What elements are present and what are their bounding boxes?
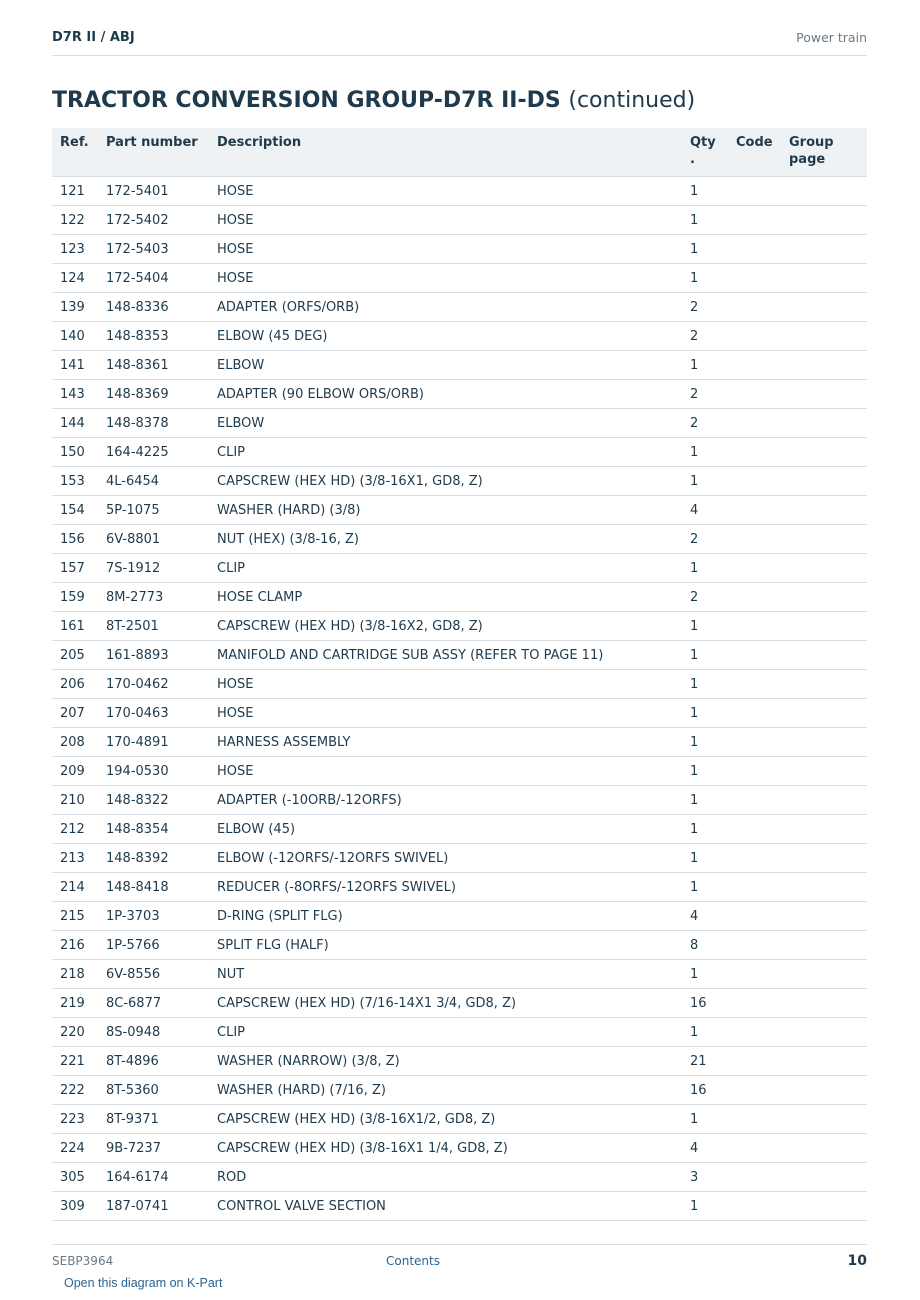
- cell-part-number: 148-8353: [98, 322, 209, 351]
- open-on-kpart-link[interactable]: Open this diagram on K-Part: [64, 1276, 223, 1290]
- cell-description: NUT (HEX) (3/8-16, Z): [209, 525, 682, 554]
- cell-ref: 224: [52, 1134, 98, 1163]
- cell-group-page: [781, 786, 867, 815]
- cell-qty: 2: [682, 380, 728, 409]
- table-row: [52, 1105, 867, 1134]
- cell-code: [728, 873, 781, 902]
- cell-part-number: 148-8369: [98, 380, 209, 409]
- cell-ref: 157: [52, 554, 98, 583]
- cell-part-number: 148-8418: [98, 873, 209, 902]
- cell-code: [728, 1163, 781, 1192]
- table-row: [52, 815, 867, 844]
- cell-group-page: [781, 235, 867, 264]
- cell-description: CONTROL VALVE SECTION: [209, 1192, 682, 1221]
- cell-code: [728, 815, 781, 844]
- table-row: [52, 1134, 867, 1163]
- cell-code: [728, 496, 781, 525]
- cell-part-number: 8M-2773: [98, 583, 209, 612]
- cell-group-page: [781, 844, 867, 873]
- cell-ref: 219: [52, 989, 98, 1018]
- table-row: [52, 612, 867, 641]
- cell-description: CLIP: [209, 554, 682, 583]
- table-row: [52, 902, 867, 931]
- cell-group-page: [781, 409, 867, 438]
- cell-description: ADAPTER (-10ORB/-12ORFS): [209, 786, 682, 815]
- table-row: [52, 380, 867, 409]
- cell-code: [728, 380, 781, 409]
- cell-qty: 1: [682, 699, 728, 728]
- table-row: [52, 757, 867, 786]
- cell-ref: 218: [52, 960, 98, 989]
- cell-part-number: 194-0530: [98, 757, 209, 786]
- cell-part-number: 148-8378: [98, 409, 209, 438]
- table-row: [52, 438, 867, 467]
- cell-group-page: [781, 902, 867, 931]
- cell-qty: 1: [682, 873, 728, 902]
- cell-description: HOSE: [209, 235, 682, 264]
- cell-qty: 1: [682, 1192, 728, 1221]
- col-header-group-page: Group page: [781, 128, 867, 177]
- cell-group-page: [781, 322, 867, 351]
- cell-code: [728, 409, 781, 438]
- cell-code: [728, 293, 781, 322]
- model-label: D7R II / ABJ: [52, 30, 135, 45]
- cell-description: CAPSCREW (HEX HD) (3/8-16X1, GD8, Z): [209, 467, 682, 496]
- table-row: [52, 786, 867, 815]
- table-row: [52, 409, 867, 438]
- cell-part-number: 170-0463: [98, 699, 209, 728]
- cell-qty: 1: [682, 641, 728, 670]
- title-main: TRACTOR CONVERSION GROUP-D7R II-DS: [52, 88, 561, 113]
- cell-part-number: 148-8354: [98, 815, 209, 844]
- cell-code: [728, 322, 781, 351]
- cell-description: ELBOW (45): [209, 815, 682, 844]
- cell-description: WASHER (HARD) (7/16, Z): [209, 1076, 682, 1105]
- cell-ref: 140: [52, 322, 98, 351]
- cell-code: [728, 1192, 781, 1221]
- cell-group-page: [781, 293, 867, 322]
- cell-part-number: 4L-6454: [98, 467, 209, 496]
- cell-code: [728, 264, 781, 293]
- cell-qty: 1: [682, 438, 728, 467]
- cell-code: [728, 670, 781, 699]
- cell-ref: 141: [52, 351, 98, 380]
- table-row: [52, 583, 867, 612]
- cell-description: HOSE: [209, 670, 682, 699]
- cell-qty: 1: [682, 960, 728, 989]
- cell-description: ADAPTER (90 ELBOW ORS/ORB): [209, 380, 682, 409]
- cell-code: [728, 989, 781, 1018]
- cell-code: [728, 612, 781, 641]
- cell-code: [728, 728, 781, 757]
- cell-group-page: [781, 1134, 867, 1163]
- cell-group-page: [781, 264, 867, 293]
- cell-qty: 1: [682, 206, 728, 235]
- cell-code: [728, 1047, 781, 1076]
- cell-qty: 1: [682, 1018, 728, 1047]
- cell-part-number: 5P-1075: [98, 496, 209, 525]
- cell-group-page: [781, 670, 867, 699]
- cell-group-page: [781, 641, 867, 670]
- cell-qty: 2: [682, 409, 728, 438]
- cell-part-number: 170-0462: [98, 670, 209, 699]
- cell-code: [728, 1105, 781, 1134]
- cell-qty: 1: [682, 1105, 728, 1134]
- cell-qty: 1: [682, 786, 728, 815]
- title-suffix: (continued): [568, 88, 696, 113]
- cell-ref: 159: [52, 583, 98, 612]
- cell-group-page: [781, 1105, 867, 1134]
- table-row: [52, 1163, 867, 1192]
- table-row: [52, 264, 867, 293]
- page-title: [52, 88, 695, 113]
- cell-code: [728, 177, 781, 206]
- table-row: [52, 989, 867, 1018]
- cell-group-page: [781, 1076, 867, 1105]
- cell-qty: 2: [682, 525, 728, 554]
- cell-part-number: 172-5402: [98, 206, 209, 235]
- cell-part-number: 8T-5360: [98, 1076, 209, 1105]
- cell-qty: 1: [682, 264, 728, 293]
- table-row: [52, 844, 867, 873]
- cell-description: WASHER (HARD) (3/8): [209, 496, 682, 525]
- cell-ref: 121: [52, 177, 98, 206]
- cell-part-number: 8C-6877: [98, 989, 209, 1018]
- col-header-description: Description: [209, 128, 682, 177]
- cell-group-page: [781, 467, 867, 496]
- cell-description: CAPSCREW (HEX HD) (3/8-16X1/2, GD8, Z): [209, 1105, 682, 1134]
- cell-description: ADAPTER (ORFS/ORB): [209, 293, 682, 322]
- cell-ref: 139: [52, 293, 98, 322]
- cell-description: ELBOW: [209, 351, 682, 380]
- cell-ref: 122: [52, 206, 98, 235]
- cell-ref: 212: [52, 815, 98, 844]
- cell-description: MANIFOLD AND CARTRIDGE SUB ASSY (REFER TO PAGE 11): [209, 641, 682, 670]
- cell-code: [728, 1076, 781, 1105]
- cell-qty: 1: [682, 670, 728, 699]
- cell-group-page: [781, 931, 867, 960]
- table-row: [52, 960, 867, 989]
- table-row: [52, 351, 867, 380]
- cell-description: CAPSCREW (HEX HD) (3/8-16X1 1/4, GD8, Z): [209, 1134, 682, 1163]
- cell-description: CAPSCREW (HEX HD) (7/16-14X1 3/4, GD8, Z): [209, 989, 682, 1018]
- cell-part-number: 148-8361: [98, 351, 209, 380]
- cell-group-page: [781, 206, 867, 235]
- cell-code: [728, 786, 781, 815]
- cell-description: HOSE: [209, 264, 682, 293]
- table-row: [52, 177, 867, 206]
- cell-description: HOSE: [209, 177, 682, 206]
- cell-qty: 1: [682, 815, 728, 844]
- cell-part-number: 8T-2501: [98, 612, 209, 641]
- document-number: SEBP3964: [52, 1254, 114, 1268]
- table-row: [52, 728, 867, 757]
- cell-code: [728, 583, 781, 612]
- cell-qty: 4: [682, 902, 728, 931]
- cell-group-page: [781, 1047, 867, 1076]
- cell-qty: 1: [682, 844, 728, 873]
- cell-qty: 16: [682, 1076, 728, 1105]
- cell-ref: 206: [52, 670, 98, 699]
- cell-qty: 4: [682, 496, 728, 525]
- table-header-row: [52, 128, 867, 177]
- cell-ref: 209: [52, 757, 98, 786]
- table-row: [52, 496, 867, 525]
- table-row: [52, 293, 867, 322]
- cell-ref: 223: [52, 1105, 98, 1134]
- cell-group-page: [781, 960, 867, 989]
- cell-ref: 207: [52, 699, 98, 728]
- page-footer: [52, 1244, 867, 1275]
- cell-ref: 221: [52, 1047, 98, 1076]
- cell-qty: 1: [682, 728, 728, 757]
- cell-description: HOSE: [209, 699, 682, 728]
- cell-part-number: 148-8336: [98, 293, 209, 322]
- col-header-ref: Ref.: [52, 128, 98, 177]
- cell-part-number: 6V-8556: [98, 960, 209, 989]
- cell-description: HOSE: [209, 757, 682, 786]
- table-row: [52, 1076, 867, 1105]
- cell-group-page: [781, 554, 867, 583]
- cell-group-page: [781, 1192, 867, 1221]
- table-row: [52, 1047, 867, 1076]
- cell-group-page: [781, 989, 867, 1018]
- cell-group-page: [781, 380, 867, 409]
- cell-code: [728, 757, 781, 786]
- cell-part-number: 172-5401: [98, 177, 209, 206]
- cell-code: [728, 467, 781, 496]
- table-row: [52, 322, 867, 351]
- cell-part-number: 8T-9371: [98, 1105, 209, 1134]
- cell-ref: 124: [52, 264, 98, 293]
- table-row: [52, 525, 867, 554]
- cell-ref: 222: [52, 1076, 98, 1105]
- cell-description: ELBOW: [209, 409, 682, 438]
- cell-description: WASHER (NARROW) (3/8, Z): [209, 1047, 682, 1076]
- cell-ref: 143: [52, 380, 98, 409]
- cell-part-number: 164-6174: [98, 1163, 209, 1192]
- table-row: [52, 554, 867, 583]
- cell-qty: 21: [682, 1047, 728, 1076]
- cell-part-number: 161-8893: [98, 641, 209, 670]
- cell-qty: 1: [682, 612, 728, 641]
- cell-ref: 154: [52, 496, 98, 525]
- cell-ref: 150: [52, 438, 98, 467]
- cell-group-page: [781, 351, 867, 380]
- cell-description: HOSE CLAMP: [209, 583, 682, 612]
- table-row: [52, 641, 867, 670]
- cell-part-number: 187-0741: [98, 1192, 209, 1221]
- cell-ref: 123: [52, 235, 98, 264]
- cell-description: HARNESS ASSEMBLY: [209, 728, 682, 757]
- cell-part-number: 148-8322: [98, 786, 209, 815]
- contents-link[interactable]: Contents: [386, 1254, 440, 1268]
- cell-qty: 1: [682, 757, 728, 786]
- page-header: [52, 26, 867, 56]
- col-header-code: Code: [728, 128, 781, 177]
- cell-group-page: [781, 177, 867, 206]
- cell-qty: 2: [682, 583, 728, 612]
- cell-group-page: [781, 757, 867, 786]
- cell-code: [728, 844, 781, 873]
- table-row: [52, 467, 867, 496]
- cell-code: [728, 1018, 781, 1047]
- cell-ref: 215: [52, 902, 98, 931]
- cell-description: ELBOW (45 DEG): [209, 322, 682, 351]
- page-number: 10: [847, 1253, 867, 1269]
- parts-table: [52, 128, 867, 1221]
- cell-group-page: [781, 873, 867, 902]
- table-row: [52, 1192, 867, 1221]
- cell-description: ELBOW (-12ORFS/-12ORFS SWIVEL): [209, 844, 682, 873]
- cell-description: REDUCER (-8ORFS/-12ORFS SWIVEL): [209, 873, 682, 902]
- cell-group-page: [781, 1163, 867, 1192]
- cell-part-number: 148-8392: [98, 844, 209, 873]
- cell-qty: 1: [682, 235, 728, 264]
- table-row: [52, 206, 867, 235]
- cell-code: [728, 235, 781, 264]
- cell-ref: 161: [52, 612, 98, 641]
- section-label: Power train: [796, 30, 867, 45]
- cell-ref: 144: [52, 409, 98, 438]
- cell-description: D-RING (SPLIT FLG): [209, 902, 682, 931]
- cell-part-number: 8T-4896: [98, 1047, 209, 1076]
- cell-code: [728, 902, 781, 931]
- cell-qty: 1: [682, 554, 728, 583]
- cell-qty: 1: [682, 351, 728, 380]
- cell-code: [728, 641, 781, 670]
- cell-description: HOSE: [209, 206, 682, 235]
- table-row: [52, 873, 867, 902]
- cell-part-number: 9B-7237: [98, 1134, 209, 1163]
- cell-group-page: [781, 699, 867, 728]
- cell-part-number: 170-4891: [98, 728, 209, 757]
- cell-part-number: 1P-3703: [98, 902, 209, 931]
- cell-code: [728, 554, 781, 583]
- cell-ref: 220: [52, 1018, 98, 1047]
- cell-description: SPLIT FLG (HALF): [209, 931, 682, 960]
- cell-qty: 2: [682, 293, 728, 322]
- cell-ref: 216: [52, 931, 98, 960]
- cell-ref: 305: [52, 1163, 98, 1192]
- cell-ref: 153: [52, 467, 98, 496]
- table-row: [52, 699, 867, 728]
- cell-description: CLIP: [209, 438, 682, 467]
- table-row: [52, 670, 867, 699]
- cell-ref: 309: [52, 1192, 98, 1221]
- cell-qty: 4: [682, 1134, 728, 1163]
- cell-description: CAPSCREW (HEX HD) (3/8-16X2, GD8, Z): [209, 612, 682, 641]
- cell-part-number: 7S-1912: [98, 554, 209, 583]
- cell-qty: 8: [682, 931, 728, 960]
- col-header-qty: Qty .: [682, 128, 728, 177]
- cell-ref: 156: [52, 525, 98, 554]
- cell-group-page: [781, 612, 867, 641]
- cell-code: [728, 438, 781, 467]
- cell-group-page: [781, 1018, 867, 1047]
- cell-group-page: [781, 728, 867, 757]
- cell-code: [728, 931, 781, 960]
- cell-ref: 210: [52, 786, 98, 815]
- cell-ref: 213: [52, 844, 98, 873]
- cell-code: [728, 699, 781, 728]
- cell-ref: 205: [52, 641, 98, 670]
- table-row: [52, 235, 867, 264]
- cell-code: [728, 351, 781, 380]
- cell-group-page: [781, 815, 867, 844]
- cell-qty: 1: [682, 467, 728, 496]
- cell-ref: 214: [52, 873, 98, 902]
- cell-code: [728, 960, 781, 989]
- table-row: [52, 1018, 867, 1047]
- cell-description: ROD: [209, 1163, 682, 1192]
- table-row: [52, 931, 867, 960]
- cell-qty: 3: [682, 1163, 728, 1192]
- cell-group-page: [781, 525, 867, 554]
- cell-qty: 1: [682, 177, 728, 206]
- cell-code: [728, 206, 781, 235]
- cell-ref: 208: [52, 728, 98, 757]
- cell-part-number: 1P-5766: [98, 931, 209, 960]
- cell-qty: 2: [682, 322, 728, 351]
- cell-part-number: 172-5404: [98, 264, 209, 293]
- col-header-part-number: Part number: [98, 128, 209, 177]
- cell-code: [728, 1134, 781, 1163]
- cell-group-page: [781, 496, 867, 525]
- cell-description: CLIP: [209, 1018, 682, 1047]
- parts-table-body: [52, 177, 867, 1221]
- cell-code: [728, 525, 781, 554]
- cell-part-number: 164-4225: [98, 438, 209, 467]
- cell-group-page: [781, 438, 867, 467]
- cell-group-page: [781, 583, 867, 612]
- cell-description: NUT: [209, 960, 682, 989]
- cell-qty: 16: [682, 989, 728, 1018]
- cell-part-number: 172-5403: [98, 235, 209, 264]
- cell-part-number: 8S-0948: [98, 1018, 209, 1047]
- cell-part-number: 6V-8801: [98, 525, 209, 554]
